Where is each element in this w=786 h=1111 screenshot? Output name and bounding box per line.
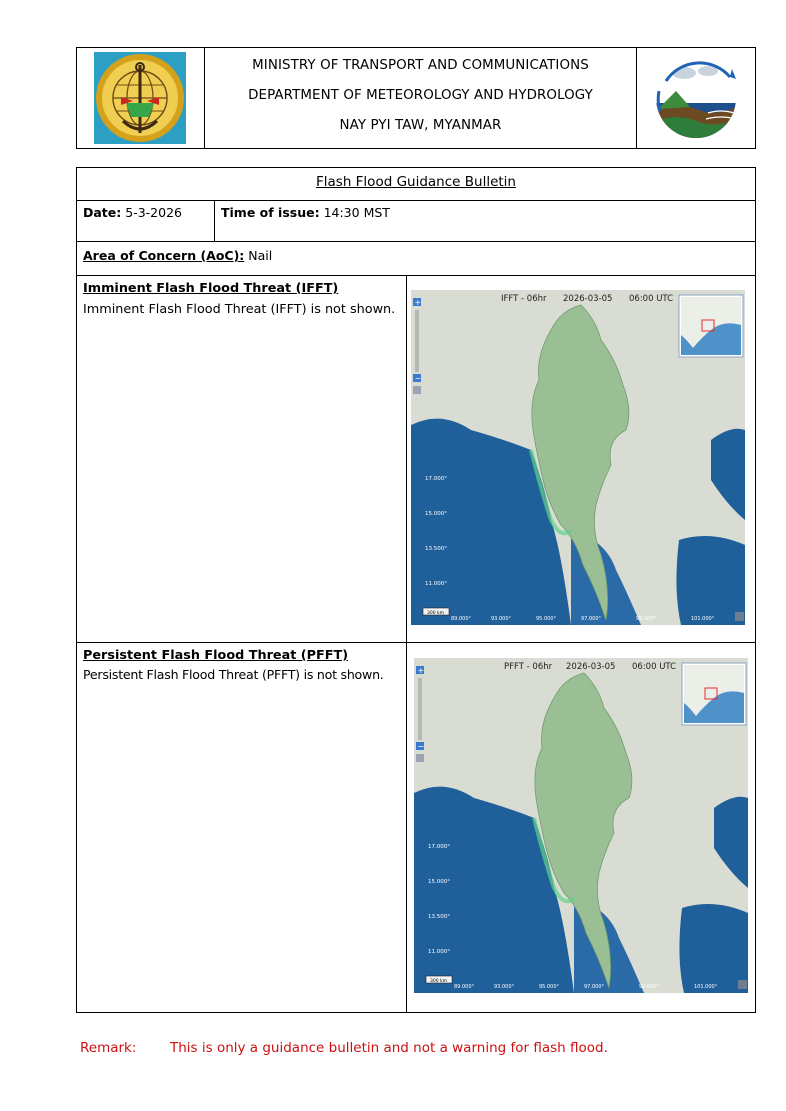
lon-label: 89.000°	[454, 984, 474, 990]
lat-label: 17.000°	[425, 476, 447, 482]
date-value: 5-3-2026	[121, 205, 182, 220]
map-date-label: 2026-03-05	[566, 662, 616, 672]
zoom-out-button[interactable]	[416, 742, 424, 751]
time-cell	[215, 201, 755, 241]
lon-label: 99.000°	[639, 984, 659, 990]
svg-text:300 km: 300 km	[427, 611, 445, 616]
area-of-concern-row	[77, 242, 755, 276]
letterhead	[76, 47, 756, 149]
ifft-text: Imminent Flash Flood Threat (IFFT) is not shown.	[83, 302, 396, 317]
aoc-label: Area of Concern (AoC):	[83, 248, 245, 263]
lat-label: 17.000°	[428, 844, 450, 850]
letterhead-text	[205, 48, 637, 148]
location-name: NAY PYI TAW, MYANMAR	[339, 118, 502, 133]
time-label: Time of issue:	[221, 205, 320, 220]
pfft-section	[77, 643, 755, 1012]
map-product-label: PFFT - 06hr	[504, 662, 553, 672]
lat-label: 11.000°	[428, 949, 450, 955]
lat-label: 13.500°	[425, 546, 447, 552]
fullscreen-button[interactable]	[738, 980, 747, 989]
date-cell	[77, 201, 215, 241]
ifft-section	[77, 276, 755, 643]
lat-label: 15.000°	[428, 879, 450, 885]
map-date-label: 2026-03-05	[563, 294, 613, 304]
lon-label: 95.000°	[536, 616, 556, 622]
overview-inset[interactable]	[682, 663, 746, 725]
bulletin-title: Flash Flood Guidance Bulletin	[316, 174, 516, 190]
lon-label: 95.000°	[539, 984, 559, 990]
lon-label: 93.000°	[491, 616, 511, 622]
layer-switcher-icon[interactable]	[416, 754, 424, 762]
lat-label: 15.000°	[425, 511, 447, 517]
ifft-text-cell	[77, 276, 407, 642]
map-time-label: 06:00 UTC	[632, 662, 677, 672]
aoc-value: Nail	[244, 248, 273, 263]
lon-label: 97.000°	[581, 616, 601, 622]
date-time-row	[77, 201, 755, 242]
remark	[80, 1040, 608, 1056]
department-name: DEPARTMENT OF METEOROLOGY AND HYDROLOGY	[248, 88, 593, 103]
gulf-of-thailand	[676, 536, 745, 625]
lon-label: 89.000°	[451, 616, 471, 622]
lat-label: 13.500°	[428, 914, 450, 920]
svg-text:+: +	[417, 666, 425, 675]
ministry-name: MINISTRY OF TRANSPORT AND COMMUNICATIONS	[252, 58, 589, 73]
gulf-of-thailand	[679, 904, 748, 993]
svg-text:300 km: 300 km	[430, 979, 448, 984]
time-value: 14:30 MST	[319, 205, 390, 220]
dmh-logo	[646, 51, 746, 145]
lat-label: 11.000°	[425, 581, 447, 587]
bulletin-table	[76, 167, 756, 1013]
zoom-in-button[interactable]	[413, 298, 421, 307]
lon-label: 97.000°	[584, 984, 604, 990]
ifft-map-cell	[407, 276, 755, 642]
overview-inset[interactable]	[679, 295, 743, 357]
ministry-emblem-logo	[93, 51, 187, 145]
fullscreen-button[interactable]	[735, 612, 744, 621]
lon-label: 101.000°	[691, 616, 715, 622]
svg-text:+: +	[414, 298, 422, 307]
pfft-heading: Persistent Flash Flood Threat (PFFT)	[83, 648, 349, 663]
scale-bar	[423, 608, 449, 616]
bulletin-title-row	[77, 168, 755, 201]
ifft-heading: Imminent Flash Flood Threat (IFFT)	[83, 281, 339, 296]
pfft-map[interactable]	[414, 658, 748, 993]
zoom-out-button[interactable]	[413, 374, 421, 383]
pfft-text-cell	[77, 643, 407, 1012]
scale-bar	[426, 976, 452, 984]
dmh-logo-cell	[637, 48, 755, 148]
ifft-map[interactable]	[411, 290, 745, 625]
map-product-label: IFFT - 06hr	[501, 294, 547, 304]
ministry-emblem-cell	[77, 48, 205, 148]
zoom-in-button[interactable]	[416, 666, 424, 675]
lon-label: 99.000°	[636, 616, 656, 622]
pfft-map-cell	[407, 643, 755, 1012]
date-label: Date:	[83, 205, 122, 220]
remark-text: This is only a guidance bulletin and not a warning for flash flood.	[170, 1040, 608, 1056]
zoom-slider[interactable]	[418, 678, 422, 740]
map-time-label: 06:00 UTC	[629, 294, 674, 304]
pfft-text: Persistent Flash Flood Threat (PFFT) is not shown.	[83, 667, 384, 682]
lon-label: 93.000°	[494, 984, 514, 990]
svg-text:−: −	[417, 742, 425, 751]
zoom-slider[interactable]	[415, 310, 419, 372]
layer-switcher-icon[interactable]	[413, 386, 421, 394]
svg-text:−: −	[414, 374, 422, 383]
lon-label: 101.000°	[694, 984, 718, 990]
remark-label: Remark:	[80, 1040, 137, 1056]
